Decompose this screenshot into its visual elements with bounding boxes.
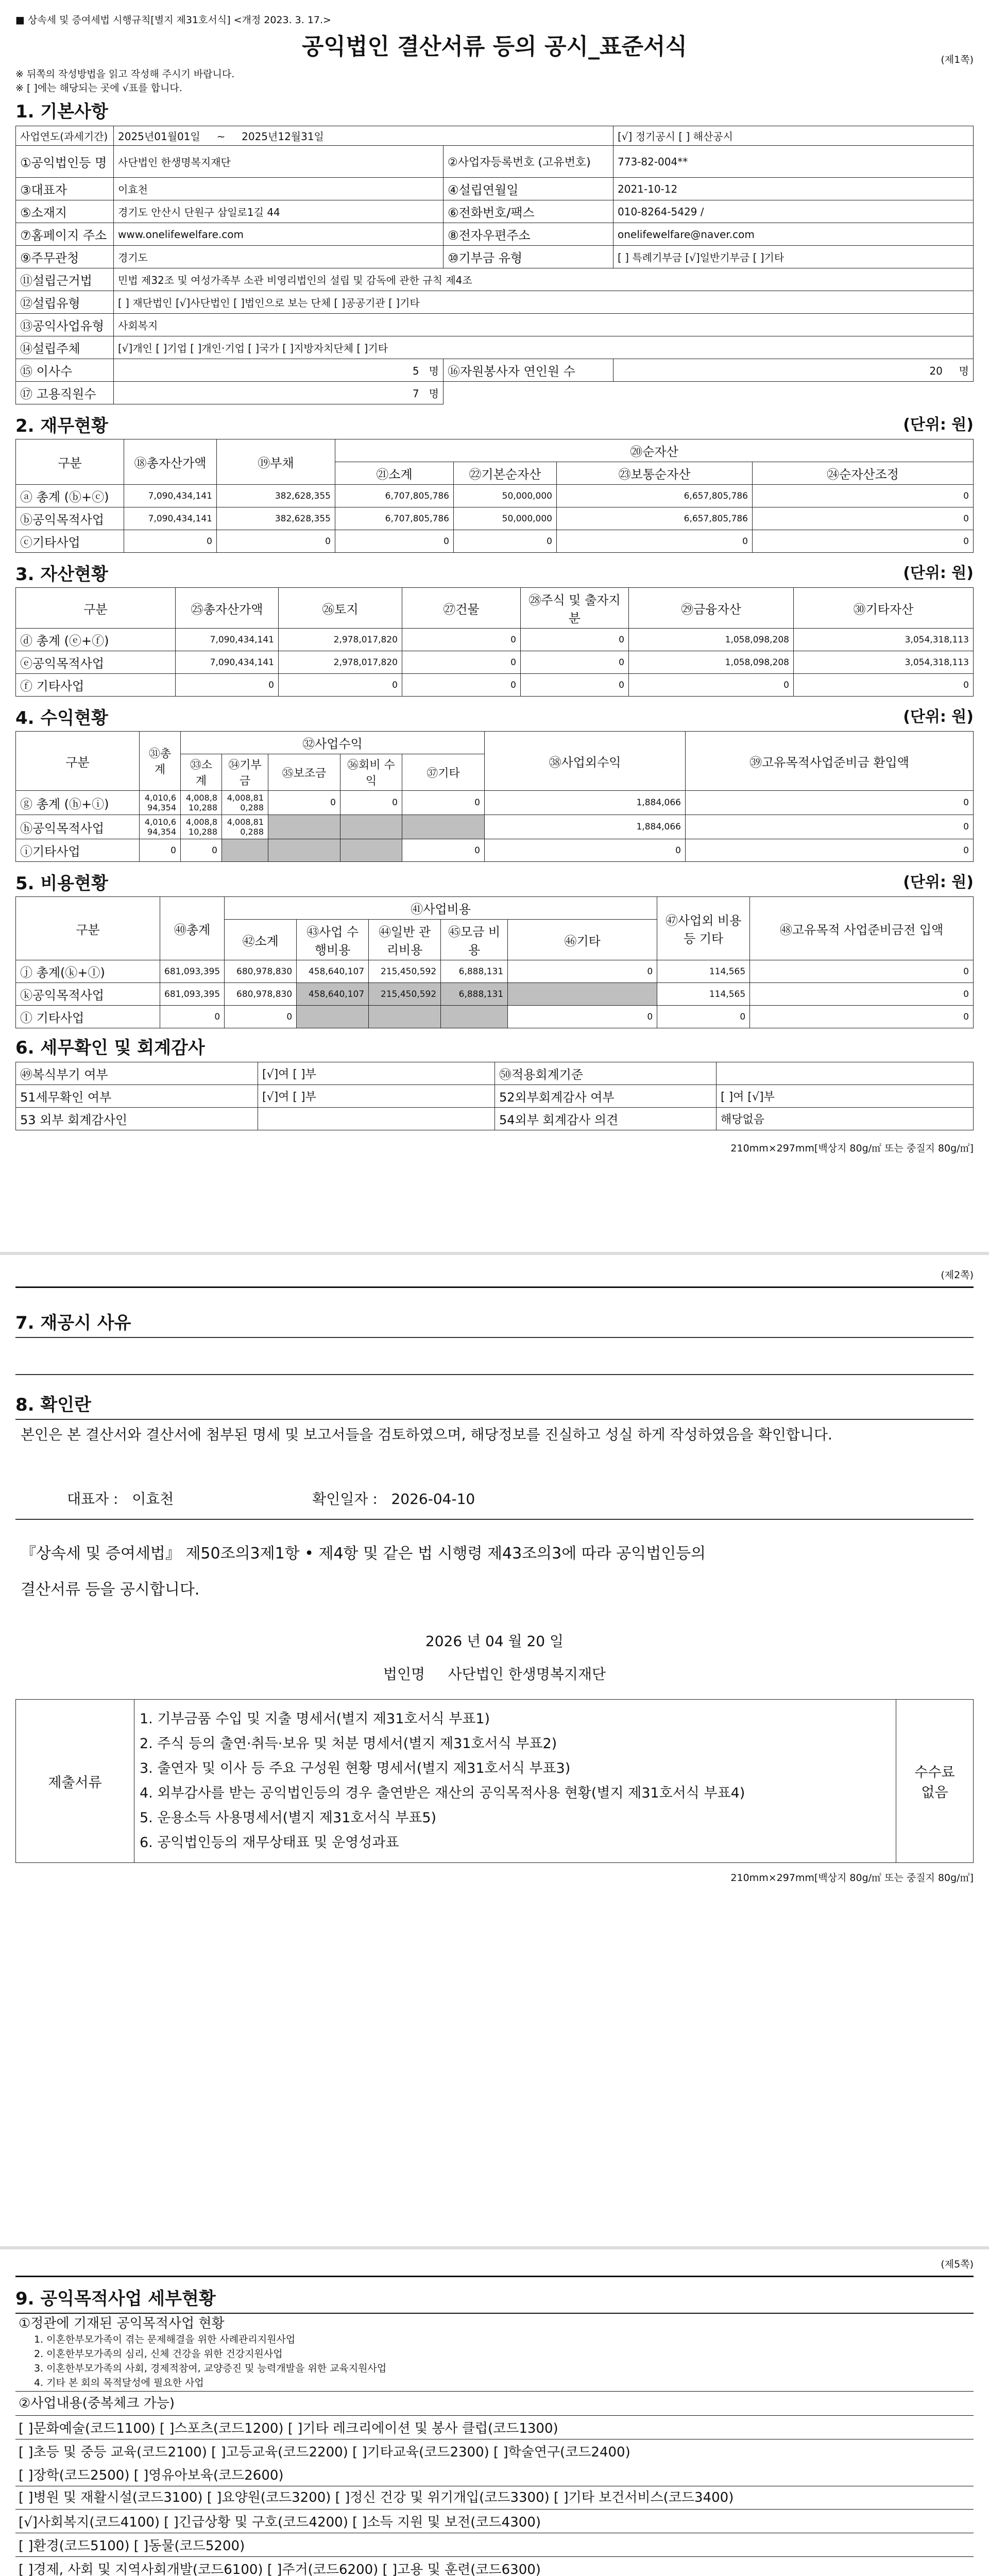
rev-h-sub: ㊱회비 수익 (340, 754, 402, 791)
exp-cell: 0 (750, 1006, 974, 1028)
page-1 (0, 12, 989, 1155)
document-title: 공익법인 결산서류 등의 공시_표준서식 (301, 33, 688, 60)
paper-spec: 210mm×297mm[백상지 80g/㎡ 또는 중질지 80g/㎡] (730, 1872, 974, 1884)
fee-value: 없음 (921, 1785, 948, 1801)
fin-cell: 6,657,805,786 (557, 507, 753, 530)
asset-cell: 0 (629, 674, 794, 697)
asset-cell: 0 (521, 629, 629, 651)
fin-cell: 0 (335, 530, 454, 553)
asset-h: ㉙금융자산 (629, 588, 794, 629)
fin-cell: 7,090,434,141 (124, 485, 217, 507)
rep-label: ③대표자 (16, 178, 114, 200)
asset-row-label: ⓔ공익목적사업 (16, 651, 176, 674)
page-separator (0, 2246, 989, 2249)
rev-cell-shaded (268, 839, 340, 862)
asset-status-table (15, 587, 974, 697)
fin-cell: 382,628,355 (217, 507, 335, 530)
unit-label: (단위: 원) (903, 564, 974, 582)
biz-content-lines (15, 2415, 974, 2576)
financial-status-table (15, 439, 974, 553)
exp-cell: 0 (160, 1006, 225, 1028)
volunteers-label: ⑯자원봉사자 연인원 수 (444, 359, 613, 382)
exp-h-reserve: ㊽고유목적 사업준비금전 입액 (750, 897, 974, 960)
exp-h-gubun: 구분 (16, 897, 160, 960)
tax-audit-table (15, 1062, 974, 1130)
exp-row-label: ⓛ 기타사업 (16, 1006, 160, 1028)
exp-cell: 114,565 (657, 983, 750, 1006)
authority-value: 경기도 (114, 246, 444, 268)
exp-h-sub: ㊹일반 관리비용 (369, 920, 441, 960)
fin-cell: 0 (753, 485, 974, 507)
exp-cell: 0 (508, 1006, 657, 1028)
founded-value: 2021-10-12 (613, 178, 974, 200)
asset-cell: 0 (521, 651, 629, 674)
exp-cell: 0 (750, 960, 974, 983)
rev-cell: 0 (140, 839, 181, 862)
phone-value: 010-8264-5429 / (613, 200, 974, 223)
rev-cell: 4,010,694,354 (140, 791, 181, 815)
rev-cell: 0 (402, 791, 485, 815)
paper-spec: 210mm×297mm[백상지 80g/㎡ 또는 중질지 80g/㎡] (730, 1143, 974, 1154)
phone-label: ⑥전화번호/팩스 (444, 200, 613, 223)
page-2 (0, 1257, 989, 1884)
section-3-title: 3. 자산현황 (15, 564, 108, 585)
tax-check-value: [√]여 [ ]부 (258, 1085, 495, 1108)
asset-cell: 0 (176, 674, 279, 697)
biz-reg-label: ②사업자등록번호 (고유번호) (444, 146, 613, 178)
rep-label: 대표자 : (67, 1490, 118, 1507)
asset-cell: 2,978,017,820 (279, 651, 402, 674)
rev-cell-shaded (268, 815, 340, 839)
email-value: onelifewelfare@naver.com (613, 223, 974, 246)
basic-info-table (15, 126, 974, 404)
rev-cell: 0 (686, 791, 974, 815)
fin-cell: 382,628,355 (217, 485, 335, 507)
fin-h-net: ⑳순자산 (335, 439, 974, 462)
page-separator (0, 1252, 989, 1255)
rev-cell: 0 (485, 839, 686, 862)
founded-label: ④설립연월일 (444, 178, 613, 200)
asset-cell: 7,090,434,141 (176, 629, 279, 651)
biz-content-line: [ ]초등 및 중등 교육(코드2100) [ ]고등교육(코드2200) [ ]기타교육(코드2300) [ ]학술연구(코드2400) (19, 2445, 630, 2460)
fin-h-normal: ㉓보통순자산 (557, 462, 753, 485)
biz-content-title: ②사업내용(중복체크 가능) (19, 2396, 175, 2411)
doc-item: 5. 운용소득 사용명세서(별지 제31호서식 부표5) (140, 1810, 437, 1826)
unit-label: (단위: 원) (903, 416, 974, 434)
donation-type-value: [ ] 특례기부금 [√]일반기부금 [ ]기타 (613, 246, 974, 268)
unit-label: (단위: 원) (903, 873, 974, 891)
legal-basis-value: 민법 제32조 및 여성가족부 소관 비영리법인의 설립 및 감독에 관한 규칙 제4조 (114, 268, 974, 291)
asset-cell: 3,054,318,113 (794, 651, 974, 674)
fin-h-gubun: 구분 (16, 439, 124, 485)
rev-cell: 0 (268, 791, 340, 815)
asset-row-label: ⓕ 기타사업 (16, 674, 176, 697)
section-2-title: 2. 재무현황 (15, 416, 108, 436)
rev-row-label: ⓘ기타사업 (16, 839, 140, 862)
biz-content-line: [ ]환경(코드5100) [ ]동물(코드5200) (19, 2538, 245, 2554)
confirm-date-value: 2026-04-10 (391, 1490, 475, 1507)
exp-cell: 6,888,131 (441, 960, 508, 983)
exp-cell: 680,978,830 (225, 983, 297, 1006)
fin-h-total-assets: ⑱총자산가액 (124, 439, 217, 485)
volunteers-value: 20 (929, 365, 943, 377)
asset-cell: 2,978,017,820 (279, 629, 402, 651)
rev-h-gubun: 구분 (16, 732, 140, 791)
expense-status-table (15, 896, 974, 1028)
exp-cell: 215,450,592 (369, 983, 441, 1006)
rev-cell-shaded (340, 815, 402, 839)
legal-basis-label: ⑪설립근거법 (16, 268, 114, 291)
employees-unit: 명 (429, 387, 439, 400)
section-9-title: 9. 공익목적사업 세부현황 (15, 2289, 216, 2309)
doc-item: 6. 공익법인등의 재무상태표 및 운영성과표 (140, 1835, 399, 1851)
fiscal-year-tilde: ~ (216, 130, 226, 143)
asset-h: ㉚기타자산 (794, 588, 974, 629)
found-type-value: [ ] 재단법인 [√]사단법인 [ ]법인으로 보는 단체 [ ]공공기관 [ ]기타 (114, 291, 974, 314)
authority-label: ⑨주무관청 (16, 246, 114, 268)
ext-audit-value: [ ]여 [√]부 (717, 1085, 974, 1108)
unit-label: (단위: 원) (903, 708, 974, 726)
fiscal-year-label: 사업연도(과세기간) (16, 126, 114, 146)
asset-h: 구분 (16, 588, 176, 629)
biz-type-value: 사회복지 (114, 314, 974, 336)
rev-row-label: ⓖ 총계 (ⓗ+ⓘ) (16, 791, 140, 815)
fin-cell: 0 (124, 530, 217, 553)
purpose-item: 1. 이혼한부모가족이 겪는 문제해결을 위한 사례관리지원사업 (34, 2334, 296, 2345)
law-statement-2: 결산서류 등을 공시합니다. (21, 1581, 200, 1599)
exp-cell-shaded (508, 983, 657, 1006)
tax-check-label: 51세무확인 여부 (16, 1085, 258, 1108)
submitted-docs-table (15, 1699, 974, 1863)
bookkeeping-label: ㊾복식부기 여부 (16, 1062, 258, 1085)
page-number: (제2쪽) (941, 1269, 974, 1281)
fin-cell: 0 (454, 530, 557, 553)
founder-label: ⑭설립주체 (16, 336, 114, 359)
section-7-title: 7. 재공시 사유 (15, 1313, 131, 1333)
section-6-title: 6. 세무확인 및 회계감사 (15, 1038, 205, 1058)
rev-h-sub: ㊲기타 (402, 754, 485, 791)
exp-cell: 458,640,107 (297, 960, 369, 983)
biz-content-line: [ ]문화예술(코드1100) [ ]스포츠(코드1200) [ ]기타 레크리에이션 및 봉사 클럽(코드1300) (19, 2421, 558, 2436)
homepage-value: www.onelifewelfare.com (114, 223, 444, 246)
exp-row-label: ⓙ 총계(ⓚ+ⓛ) (16, 960, 160, 983)
doc-item: 2. 주식 등의 출연·취득·보유 및 처분 명세서(별지 제31호서식 부표2) (140, 1736, 557, 1752)
confirmation-text: 본인은 본 결산서와 결산서에 첨부된 명세 및 보고서들을 검토하였으며, 해당정보를 진실하고 성실 하게 작성하였음을 확인합니다. (21, 1426, 832, 1443)
auditor-value (258, 1108, 495, 1130)
exp-h-out: ㊼사업외 비용 등 기타 (657, 897, 750, 960)
confirm-date-label: 확인일자 : (312, 1490, 378, 1507)
page-number: (제1쪽) (941, 54, 974, 65)
rev-h-out: ㊳사업외수익 (485, 732, 686, 791)
fee-label: 수수료 (914, 1765, 955, 1781)
exp-cell: 215,450,592 (369, 960, 441, 983)
asset-h: ㉕총자산가액 (176, 588, 279, 629)
exp-h-total: ㊵총계 (160, 897, 225, 960)
note-1: ※ 뒤쪽의 작성방법을 읽고 작성해 주시기 바랍니다. (15, 69, 235, 80)
exp-h-sub: ㊺모금 비용 (441, 920, 508, 960)
exp-cell: 458,640,107 (297, 983, 369, 1006)
fin-cell: 50,000,000 (454, 507, 557, 530)
corp-name-label: 법인명 (383, 1666, 425, 1683)
asset-cell: 1,058,098,208 (629, 651, 794, 674)
directors-unit: 명 (429, 365, 439, 377)
rev-h-sub: ㉟보조금 (268, 754, 340, 791)
page-number: (제5쪽) (941, 2259, 974, 2270)
rev-h-reserve: ㊴고유목적사업준비금 환입액 (686, 732, 974, 791)
doc-item: 1. 기부금품 수입 및 지출 명세서(별지 제31호서식 부표1) (140, 1711, 490, 1727)
asset-cell: 0 (402, 629, 521, 651)
rev-cell: 0 (686, 839, 974, 862)
fin-cell: 0 (557, 530, 753, 553)
rev-h-sub: ㉝소계 (181, 754, 222, 791)
asset-cell: 7,090,434,141 (176, 651, 279, 674)
fin-cell: 6,657,805,786 (557, 485, 753, 507)
rev-cell-shaded (222, 839, 268, 862)
rev-cell: 4,008,810,288 (181, 791, 222, 815)
asset-cell: 0 (402, 674, 521, 697)
exp-h-sub: ㊻기타 (508, 920, 657, 960)
exp-cell: 0 (225, 1006, 297, 1028)
fin-cell: 7,090,434,141 (124, 507, 217, 530)
exp-cell-shaded (441, 1006, 508, 1028)
audit-opinion-value: 해당없음 (717, 1108, 974, 1130)
address-label: ⑤소재지 (16, 200, 114, 223)
fiscal-year-to: 2025년12월31일 (242, 130, 324, 143)
exp-cell: 114,565 (657, 960, 750, 983)
exp-h-biz: ㊶사업비용 (225, 897, 657, 920)
exp-cell: 0 (750, 983, 974, 1006)
email-label: ⑧전자우편주소 (444, 223, 613, 246)
section-1-title: 1. 기본사항 (15, 101, 108, 122)
rev-h-biz: ㉜사업수익 (181, 732, 485, 754)
ext-audit-label: 52외부회계감사 여부 (495, 1085, 717, 1108)
biz-type-label: ⑬공익사업유형 (16, 314, 114, 336)
exp-cell: 680,978,830 (225, 960, 297, 983)
directors-value: 5 (412, 365, 419, 377)
employees-value: 7 (412, 387, 419, 400)
fin-cell: 6,707,805,786 (335, 507, 454, 530)
purpose-item: 2. 이혼한부모가족의 심리, 신체 건강을 위한 건강지원사업 (34, 2348, 283, 2360)
fin-cell: 0 (217, 530, 335, 553)
exp-cell: 0 (657, 1006, 750, 1028)
exp-h-sub: ㊸사업 수행비용 (297, 920, 369, 960)
revenue-status-table (15, 731, 974, 862)
fin-h-adjust: ㉔순자산조정 (753, 462, 974, 485)
biz-reg-value: 773-82-004** (613, 146, 974, 178)
page-3 (0, 2251, 989, 2576)
purpose-title: ①정관에 기재된 공익목적사업 현황 (19, 2316, 225, 2331)
publish-date: 2026 년 04 월 20 일 (425, 1633, 564, 1650)
asset-cell: 1,058,098,208 (629, 629, 794, 651)
fin-cell: 0 (753, 507, 974, 530)
rev-cell: 1,884,066 (485, 791, 686, 815)
biz-content-line: [ ]경제, 사회 및 지역사회개발(코드6100) [ ]주거(코드6200) [ ]고용 및 훈련(코드6300) (19, 2562, 541, 2576)
rev-row-label: ⓗ공익목적사업 (16, 815, 140, 839)
fin-cell: 0 (753, 530, 974, 553)
org-name-value: 사단법인 한생명복지재단 (114, 146, 444, 178)
fin-h-basic: ㉒기본순자산 (454, 462, 557, 485)
note-2: ※ [ ]에는 해당되는 곳에 √표를 합니다. (15, 82, 182, 94)
biz-content-line: [ ]병원 및 재활시설(코드3100) [ ]요양원(코드3200) [ ]정신 건강 및 위기개입(코드3300) [ ]기타 보건서비스(코드3400) (19, 2490, 734, 2505)
section-5-title: 5. 비용현황 (15, 873, 108, 894)
founder-value: [√]개인 [ ]기업 [ ]개인·기업 [ ]국가 [ ]지방자치단체 [ ]기타 (114, 336, 974, 359)
biz-content-line: [√]사회복지(코드4100) [ ]긴급상황 및 구호(코드4200) [ ]소득 지원 및 보전(코드4300) (19, 2515, 541, 2530)
asset-cell: 0 (279, 674, 402, 697)
employees-label: ⑰ 고용직원수 (16, 382, 114, 404)
biz-content-line: [ ]장학(코드2500) [ ]영유아보육(코드2600) (19, 2468, 284, 2483)
rev-cell-shaded (402, 815, 485, 839)
section-4-title: 4. 수익현황 (15, 708, 108, 728)
rev-h-total: ㉛총계 (140, 732, 181, 791)
exp-cell: 681,093,395 (160, 960, 225, 983)
rep-name: 이효천 (132, 1490, 174, 1507)
exp-cell: 6,888,131 (441, 983, 508, 1006)
fin-row-label: ⓑ공익목적사업 (16, 507, 124, 530)
asset-row-label: ⓓ 총계 (ⓔ+ⓕ) (16, 629, 176, 651)
doc-item: 3. 출연자 및 이사 등 주요 구성원 현황 명세서(별지 제31호서식 부표3) (140, 1760, 571, 1776)
asset-cell: 0 (402, 651, 521, 674)
asset-cell: 0 (521, 674, 629, 697)
exp-cell-shaded (297, 1006, 369, 1028)
law-reference: ■ 상속세 및 증여세법 시행규칙[별지 제31호서식] <개정 2023. 3. 17.> (15, 14, 331, 26)
donation-type-label: ⑩기부금 유형 (444, 246, 613, 268)
fin-cell: 50,000,000 (454, 485, 557, 507)
rev-cell: 4,008,810,288 (222, 791, 268, 815)
rev-cell: 4,008,810,288 (222, 815, 268, 839)
found-type-label: ⑫설립유형 (16, 291, 114, 314)
rev-cell: 0 (402, 839, 485, 862)
audit-opinion-label: 54외부 회계감사 의견 (495, 1108, 717, 1130)
asset-h: ㉖토지 (279, 588, 402, 629)
corp-name-value: 사단법인 한생명복지재단 (448, 1666, 606, 1683)
rev-cell-shaded (340, 839, 402, 862)
fin-cell: 6,707,805,786 (335, 485, 454, 507)
exp-row-label: ⓚ공익목적사업 (16, 983, 160, 1006)
asset-cell: 0 (794, 674, 974, 697)
section-8-title: 8. 확인란 (15, 1395, 91, 1415)
bookkeeping-value: [√]여 [ ]부 (258, 1062, 495, 1085)
rev-cell: 0 (340, 791, 402, 815)
rev-cell: 4,008,810,288 (181, 815, 222, 839)
org-name-label: ①공익법인등 명 (16, 146, 114, 178)
auditor-label: 53 외부 회계감사인 (16, 1108, 258, 1130)
rev-h-sub: ㉞기부금 (222, 754, 268, 791)
rep-value: 이효천 (114, 178, 444, 200)
exp-cell: 0 (508, 960, 657, 983)
accounting-std-value (717, 1062, 974, 1085)
address-value: 경기도 안산시 단원구 삼일로1길 44 (114, 200, 444, 223)
fin-row-label: ⓒ기타사업 (16, 530, 124, 553)
exp-h-sub: ㊷소계 (225, 920, 297, 960)
exp-cell-shaded (369, 1006, 441, 1028)
exp-cell: 681,093,395 (160, 983, 225, 1006)
accounting-std-label: ㊿적용회계기준 (495, 1062, 717, 1085)
asset-h: ㉗건물 (402, 588, 521, 629)
directors-label: ⑮ 이사수 (16, 359, 114, 382)
asset-h: ㉘주식 및 출자지분 (521, 588, 629, 629)
rev-cell: 1,884,066 (485, 815, 686, 839)
doc-item: 4. 외부감사를 받는 공익법인등의 경우 출연받은 재산의 공익목적사용 현황(별지 제31호서식 부표4) (140, 1785, 745, 1801)
rev-cell: 0 (686, 815, 974, 839)
purpose-item: 3. 이혼한부모가족의 사회, 경제적참여, 교양증진 및 능력개발을 위한 교육지원사업 (34, 2363, 387, 2374)
purpose-item: 4. 기타 본 회의 목적달성에 필요한 사업 (34, 2377, 204, 2388)
resubmission-reason (15, 1338, 974, 1374)
fin-row-label: ⓐ 총계 (ⓑ+ⓒ) (16, 485, 124, 507)
docs-label: 제출서류 (16, 1700, 134, 1863)
law-statement: 『상속세 및 증여세법』 제50조의3제1항 • 제4항 및 같은 법 시행령 제43조의3에 따라 공익법인등의 (21, 1545, 706, 1563)
rev-cell: 0 (181, 839, 222, 862)
disclosure-type: [√] 정기공시 [ ] 해산공시 (613, 126, 974, 146)
fiscal-year-from: 2025년01월01일 (118, 130, 200, 143)
volunteers-unit: 명 (959, 365, 969, 377)
rev-cell: 4,010,694,354 (140, 815, 181, 839)
fin-h-debt: ⑲부채 (217, 439, 335, 485)
homepage-label: ⑦홈페이지 주소 (16, 223, 114, 246)
asset-cell: 3,054,318,113 (794, 629, 974, 651)
fin-h-sum: ㉑소계 (335, 462, 454, 485)
